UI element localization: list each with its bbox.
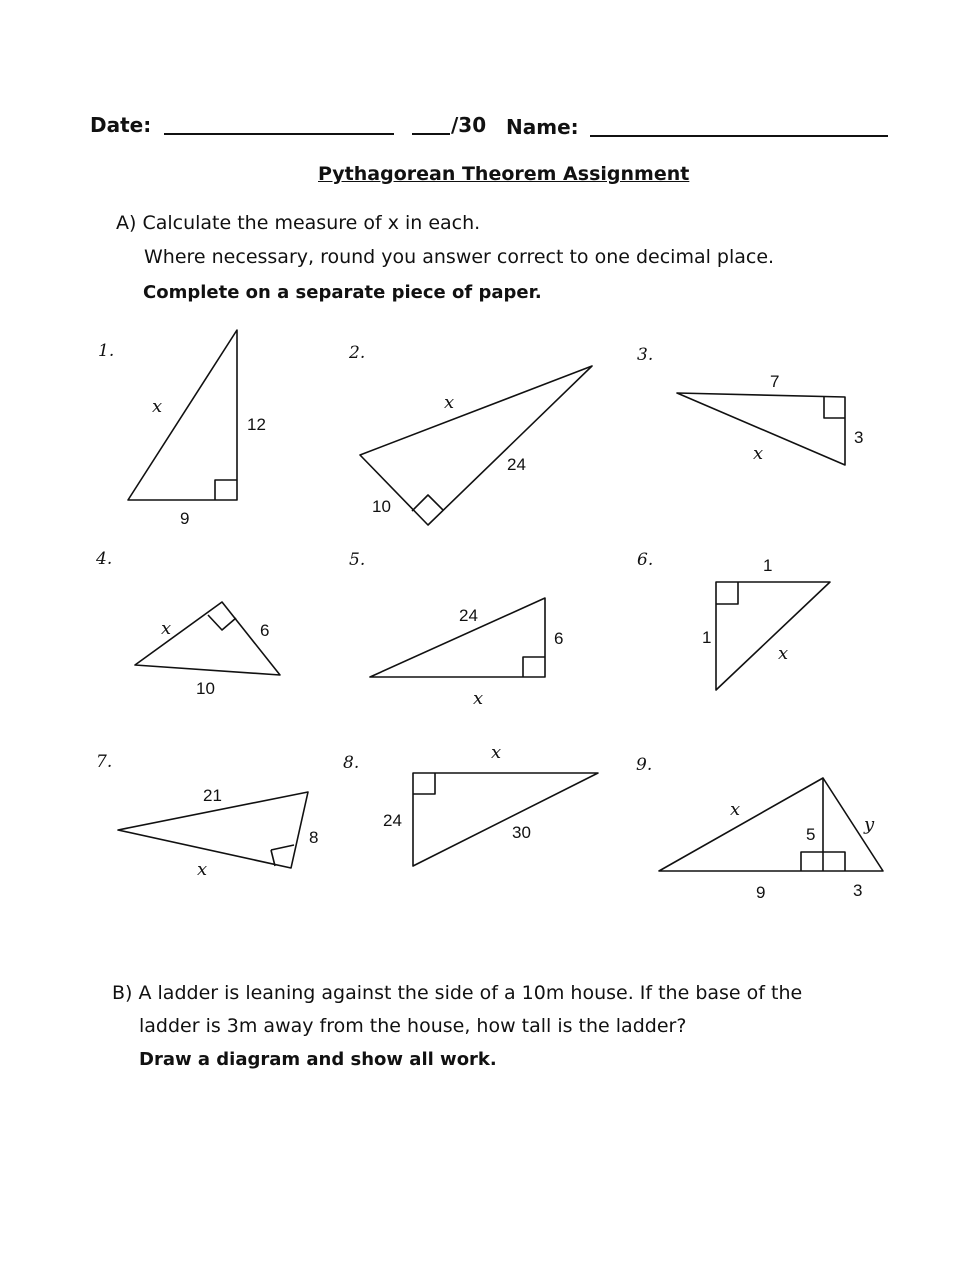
side-label: 9 [756,883,766,902]
score-label: /30 [451,113,487,137]
side-label: 7 [770,372,780,391]
part-b-question-cont: ladder is 3m away from the house, how tall is the ladder? [139,1015,687,1037]
problem-number: 1. [98,341,115,361]
side-label: 1 [702,628,712,647]
part-a-rounding-note: Where necessary, round you answer correct to one decimal place. [144,246,775,268]
right-angle-marker-4 [208,615,236,630]
side-label: 6 [554,629,564,648]
side-label: 5 [806,825,816,844]
side-label: x [444,392,455,413]
side-label: x [753,443,764,464]
problem-number: 8. [343,753,360,773]
side-label: 9 [180,509,190,528]
problem-number: 6. [637,550,654,570]
side-label: x [197,859,208,880]
name-label: Name: [506,115,579,139]
side-label: 12 [247,415,266,434]
right-angle-marker-5 [523,657,545,677]
side-label: 1 [763,556,773,575]
side-label: x [152,396,163,417]
side-label: 24 [383,811,402,830]
page-title: Pythagorean Theorem Assignment [318,163,690,185]
side-label: y [864,814,875,835]
side-label: x [473,688,484,709]
problem-number: 3. [637,345,654,365]
part-a-instruction: A) Calculate the measure of x in each. [116,212,481,234]
triangle-9 [659,778,883,871]
triangle-2 [360,366,592,525]
right-angle-marker-6 [716,582,738,604]
right-angle-marker-7 [271,845,294,866]
triangle-6 [716,582,830,690]
right-angle-marker-2 [412,495,443,511]
side-label: 10 [196,679,215,698]
side-label: 10 [372,497,391,516]
right-angle-marker-3 [824,397,845,418]
side-label: x [161,618,172,639]
triangle-1 [128,330,237,500]
side-label: x [730,799,741,820]
problem-number: 9. [636,755,653,775]
side-label: 3 [854,428,864,447]
part-b-question: B) A ladder is leaning against the side of a 10m house. If the base of the [112,982,803,1004]
part-b-instruction: Draw a diagram and show all work. [139,1049,497,1070]
side-label: x [778,643,789,664]
side-label: x [491,742,502,763]
side-label: 6 [260,621,270,640]
side-label: 24 [507,455,526,474]
problem-number: 2. [349,343,366,363]
right-angle-marker-1 [215,480,237,500]
right-angle-marker-8 [413,773,435,794]
side-label: 24 [459,606,478,625]
problem-number: 5. [349,550,366,570]
side-label: 21 [203,786,222,805]
side-label: 8 [309,828,319,847]
problem-number: 7. [96,752,113,772]
side-label: 3 [853,881,863,900]
part-a-paper-note: Complete on a separate piece of paper. [143,282,542,303]
triangle-4 [135,602,280,675]
triangle-8 [413,773,598,866]
triangle-5 [370,598,545,677]
date-label: Date: [90,113,152,137]
side-label: 30 [512,823,531,842]
problem-number: 4. [96,549,113,569]
